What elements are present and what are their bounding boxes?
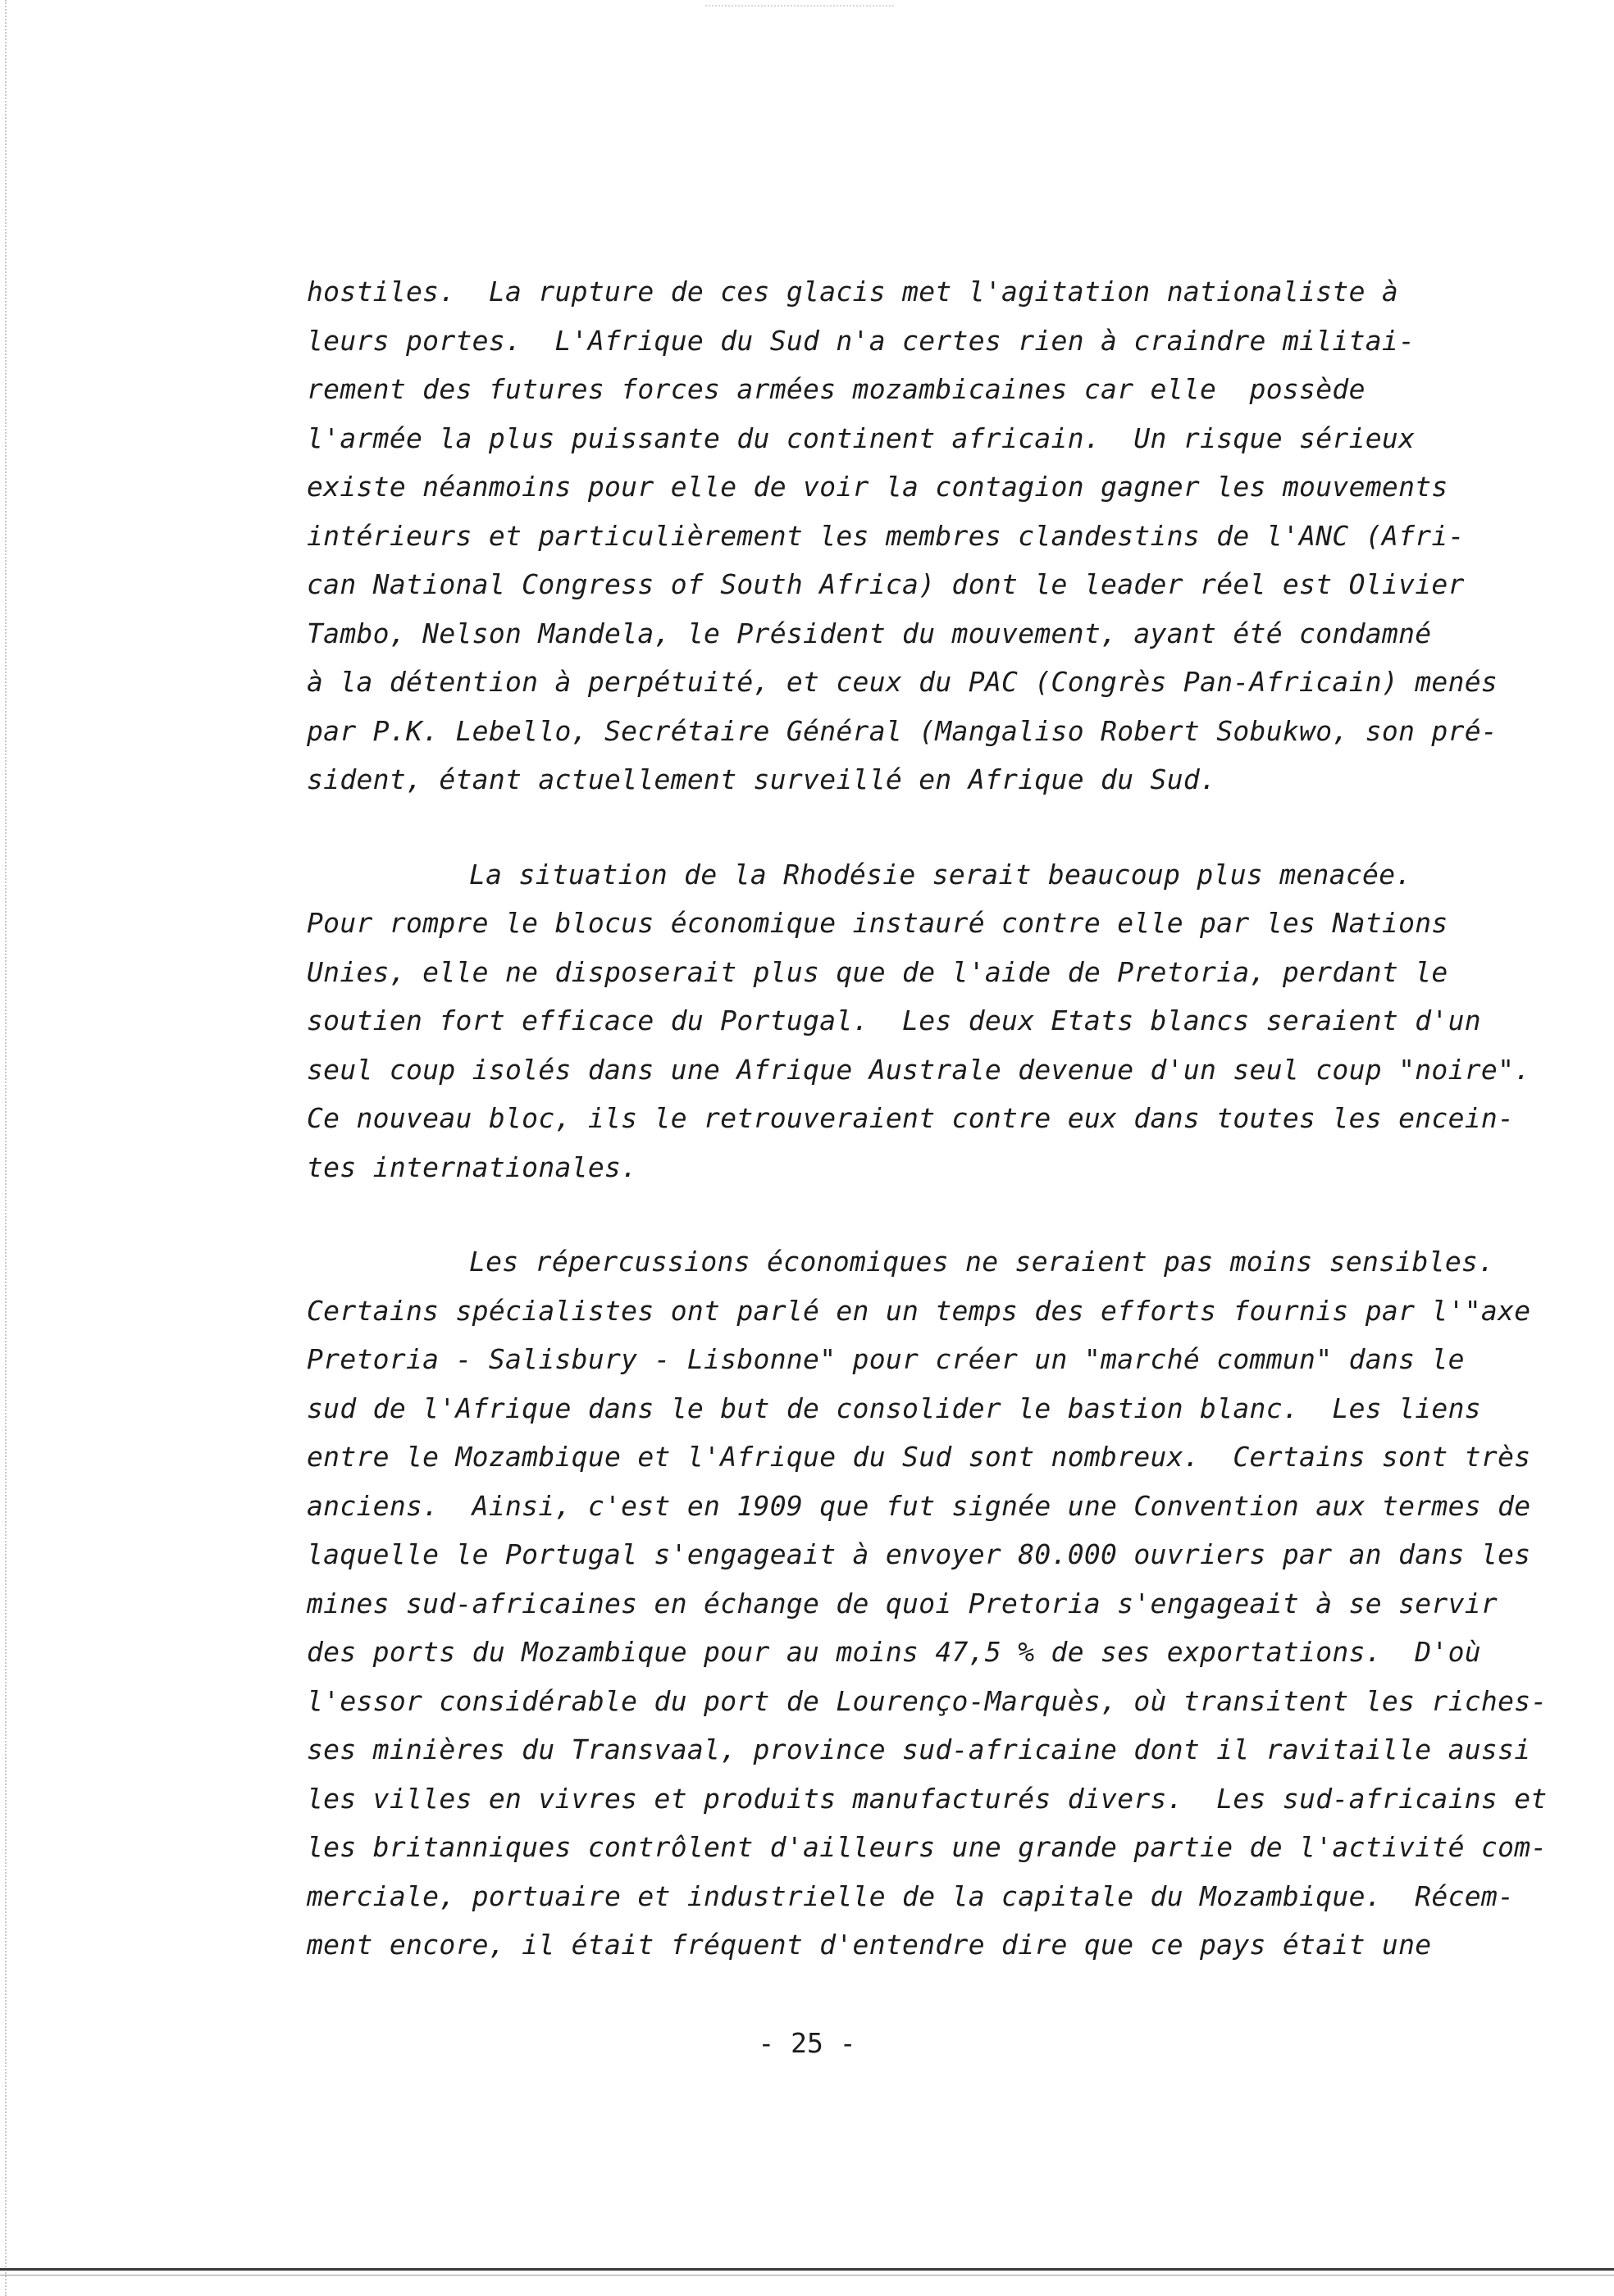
text-line: hostiles. La rupture de ces glacis met l'agitation nationaliste à [307,276,1399,308]
paragraph-1 [307,267,1553,804]
paragraph-2 [307,850,1553,1192]
text-line: leurs portes. L'Afrique du Sud n'a certes rien à craindre militai- [307,324,1416,357]
text-line: mines sud-africaines en échange de quoi Pretoria s'engageait à se servir [307,1587,1498,1620]
text-line: l'essor considérable du port de Lourenço-Marquès, où transitent les riches- [307,1684,1548,1717]
text-line: intérieurs et particulièrement les membres clandestins de l'ANC (Afri- [307,519,1465,552]
paragraph-3 [307,1237,1553,1970]
scan-edge-left [5,0,7,2296]
text-line: rement des futures forces armées mozambicaines car elle possède [307,373,1366,405]
text-line: Pour rompre le blocus économique instauré contre elle par les Nations [307,907,1448,939]
text-line: soutien fort efficace du Portugal. Les deux Etats blancs seraient d'un [307,1004,1481,1036]
text-line: sud de l'Afrique dans le but de consolider le bastion blanc. Les liens [307,1392,1481,1424]
paragraph-gap [307,1191,1553,1237]
page-number: - 25 - [758,2027,856,2059]
text-line: l'armée la plus puissante du continent africain. Un risque sérieux [307,421,1416,454]
text-line: existe néanmoins pour elle de voir la contagion gagner les mouvements [307,471,1448,503]
text-line: des ports du Mozambique pour au moins 47,5 % de ses exportations. D'où [307,1636,1481,1668]
paragraph-gap [307,804,1553,850]
text-line: ses minières du Transvaal, province sud-africaine dont il ravitaille aussi [307,1733,1531,1765]
text-line: à la détention à perpétuité, et ceux du PAC (Congrès Pan-Africain) menés [307,666,1498,698]
text-line: Pretoria - Salisbury - Lisbonne" pour créer un "marché commun" dans le [307,1343,1465,1375]
text-line: tes internationales. [307,1150,638,1183]
text-line: anciens. Ainsi, c'est en 1909 que fut signée une Convention aux termes de [307,1489,1531,1522]
text-line: les britanniques contrôlent d'ailleurs une grande partie de l'activité com- [307,1831,1548,1863]
text-line: Certains spécialistes ont parlé en un temps des efforts fournis par l'"axe [307,1294,1531,1327]
bottom-rule [0,2268,1614,2271]
text-line: Tambo, Nelson Mandela, le Président du mouvement, ayant été condamné [307,617,1432,649]
scan-top-mark [705,5,894,7]
text-line: sident, étant actuellement surveillé en Afrique du Sud. [307,763,1217,795]
text-line: merciale, portuaire et industrielle de la capitale du Mozambique. Récem- [307,1879,1515,1912]
text-line: entre le Mozambique et l'Afrique du Sud sont nombreux. Certains sont très [307,1441,1531,1473]
text-line: par P.K. Lebello, Secrétaire Général (Mangaliso Robert Sobukwo, son pré- [307,714,1498,747]
text-line: seul coup isolés dans une Afrique Australe devenue d'un seul coup "noire". [307,1053,1531,1086]
text-line: laquelle le Portugal s'engageait à envoyer 80.000 ouvriers par an dans les [307,1538,1531,1570]
text-line: can National Congress of South Africa) dont le leader réel est Olivier [307,568,1465,600]
body-text [307,267,1553,1970]
text-line: Ce nouveau bloc, ils le retrouveraient contre eux dans toutes les encein- [307,1102,1515,1134]
text-line-indented: La situation de la Rhodésie serait beaucoup plus menacée. [469,858,1412,891]
text-line: ment encore, il était fréquent d'entendre dire que ce pays était une [307,1929,1432,1961]
text-line-indented: Les répercussions économiques ne seraient pas moins sensibles. [469,1246,1495,1278]
bottom-rule-faint [0,2275,1614,2276]
text-line: les villes en vivres et produits manufacturés divers. Les sud-africains et [307,1782,1548,1815]
text-line: Unies, elle ne disposerait plus que de l'aide de Pretoria, perdant le [307,955,1448,988]
